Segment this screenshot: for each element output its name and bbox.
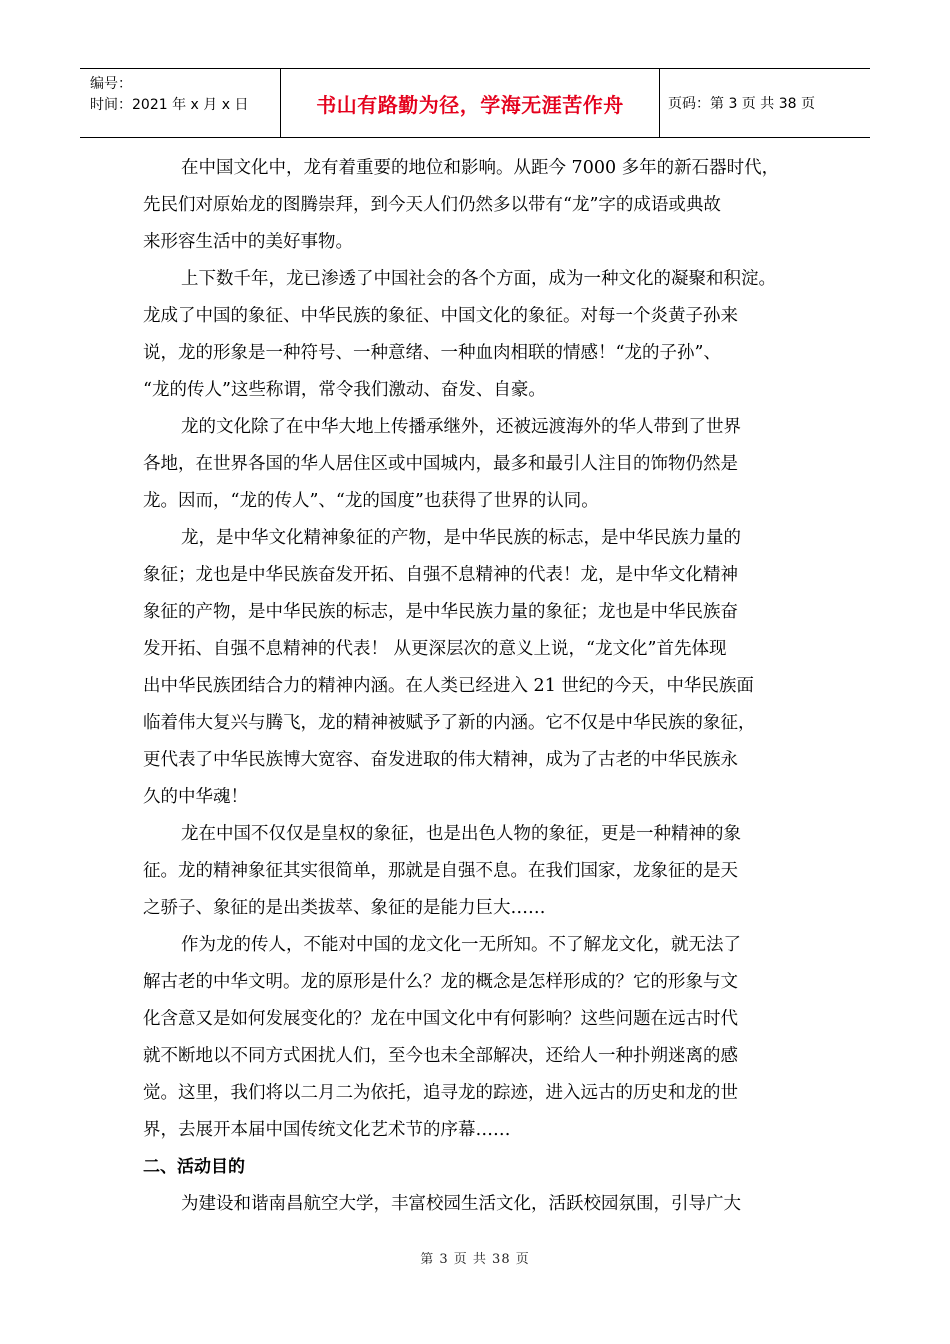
date-label: 时间：2021 年 x 月 x 日 [90,97,249,113]
body-paragraph [143,409,809,520]
paragraph-line: 龙，是中华文化精神象征的产物，是中华民族的标志，是中华民族力量的 [181,528,741,548]
paragraph-line: 先民们对原始龙的图腾崇拜，到今天人们仍然多以带有“龙”字的成语或典故 [143,195,721,215]
body-paragraph [143,1186,809,1223]
paragraph-line: 化含意又是如何发展变化的？龙在中国文化中有何影响？这些问题在远古时代 [143,1009,738,1029]
paragraph-line: 为建设和谐南昌航空大学，丰富校园生活文化，活跃校园氛围，引导广大 [181,1194,741,1214]
paragraph-line: 发开拓、自强不息精神的代表！ 从更深层次的意义上说，“龙文化”首先体现 [143,639,727,659]
paragraph-line: 觉。这里，我们将以二月二为依托，追寻龙的踪迹，进入远古的历史和龙的世 [143,1083,738,1103]
paragraph-line: 象征；龙也是中华民族奋发开拓、自强不息精神的代表！龙，是中华文化精神 [143,565,738,585]
paragraph-line: 各地，在世界各国的华人居住区或中国城内，最多和最引人注目的饰物仍然是 [143,454,738,474]
paragraph-line: 上下数千年，龙已渗透了中国社会的各个方面，成为一种文化的凝聚和积淀。 [181,269,776,289]
paragraph-line: 象征的产物，是中华民族的标志，是中华民族力量的象征；龙也是中华民族奋 [143,602,738,622]
paragraph-line: 界，去展开本届中国传统文化艺术节的序幕…… [143,1120,511,1140]
paragraph-line: 作为龙的传人，不能对中国的龙文化一无所知。不了解龙文化，就无法了 [181,935,741,955]
paragraph-line: 之骄子、象征的是出类拔萃、象征的是能力巨大…… [143,898,546,918]
paragraph-line: 就不断地以不同方式困扰人们，至今也未全部解决，还给人一种扑朔迷离的感 [143,1046,738,1066]
paragraph-line: 出中华民族团结合力的精神内涵。在人类已经进入 21 世纪的今天，中华民族面 [143,676,754,696]
paragraph-line: 龙在中国不仅仅是皇权的象征，也是出色人物的象征，更是一种精神的象 [181,824,741,844]
document-body [143,150,809,1223]
paragraph-line: 说，龙的形象是一种符号、一种意绪、一种血肉相联的情感！“龙的子孙”、 [143,343,721,363]
body-paragraph [143,261,809,409]
paragraph-line: 龙成了中国的象征、中华民族的象征、中国文化的象征。对每一个炎黄子孙来 [143,306,738,326]
paragraph-line: 更代表了中华民族博大宽容、奋发进取的伟大精神，成为了古老的中华民族永 [143,750,738,770]
page-footer: 第 3 页 共 38 页 [420,1252,530,1267]
body-paragraph [143,816,809,927]
header-meta [80,69,280,137]
paragraph-line: 临着伟大复兴与腾飞，龙的精神被赋予了新的内涵。它不仅是中华民族的象征， [143,713,756,733]
body-paragraph [143,520,809,816]
paragraph-line: 龙。因而，“龙的传人”、“龙的国度”也获得了世界的认同。 [143,491,599,511]
body-paragraph [143,150,809,261]
paragraph-line: “龙的传人”这些称谓，常令我们激动、奋发、自豪。 [143,380,546,400]
paragraph-line: 征。龙的精神象征其实很简单，那就是自强不息。在我们国家，龙象征的是天 [143,861,738,881]
paragraph-line: 在中国文化中，龙有着重要的地位和影响。从距今 7000 多年的新石器时代， [181,158,780,178]
paragraph-line: 久的中华魂！ [143,787,248,807]
body-paragraph [143,927,809,1149]
section-heading: 二、活动目的 [143,1157,245,1177]
paragraph-line: 龙的文化除了在中华大地上传播承继外，还被远渡海外的华人带到了世界 [181,417,741,437]
motto-text: 书山有路勤为径，学海无涯苦作舟 [316,92,624,117]
header-motto-cell [280,69,660,137]
serial-number-label: 编号： [90,76,132,92]
page-header [80,68,870,138]
paragraph-line: 解古老的中华文明。龙的原形是什么？龙的概念是怎样形成的？它的形象与文 [143,972,738,992]
header-page-info: 页码：第 3 页 共 38 页 [668,96,815,112]
paragraph-line: 来形容生活中的美好事物。 [143,232,353,252]
